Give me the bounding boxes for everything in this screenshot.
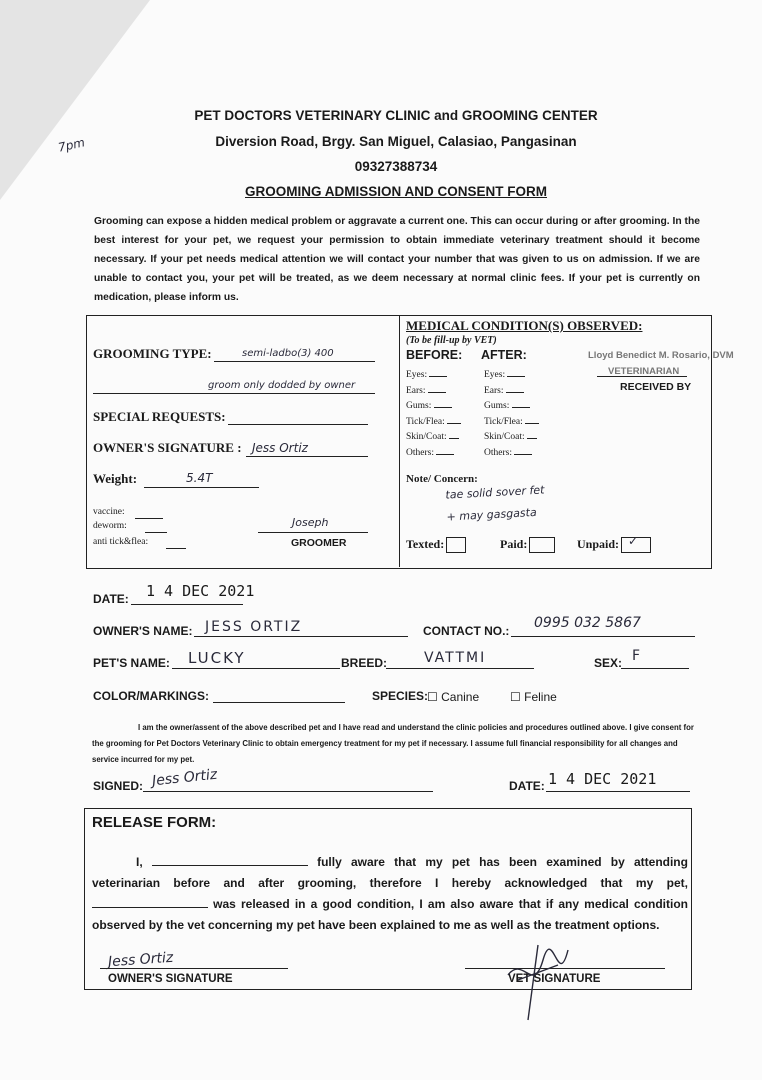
vaccine-line [135, 518, 163, 519]
contact-line [511, 636, 695, 637]
pet-name-value[interactable]: LUCKY [188, 649, 246, 667]
box-divider [399, 316, 400, 567]
special-requests-line [228, 424, 368, 425]
after-list [484, 368, 539, 461]
release-vet-signature-label: VET SIGNATURE [508, 973, 601, 985]
after-tickflea: Tick/Flea: [484, 415, 539, 431]
owner-name-value[interactable]: JESS ORTIZ [205, 619, 303, 635]
owner-signature-line [246, 456, 368, 457]
species-canine-checkbox[interactable]: ☐ [427, 690, 438, 704]
weight-line [144, 487, 259, 488]
species-feline-option[interactable]: ☐ Feline [510, 690, 557, 704]
clinic-name: PET DOCTORS VETERINARY CLINIC and GROOMING CENTER [194, 108, 598, 123]
breed-label: BREED: [341, 656, 388, 670]
after-ears: Ears: [484, 384, 539, 400]
grooming-type-line [214, 361, 375, 362]
pet-name-label: PET'S NAME: [93, 656, 170, 670]
after-others: Others: [484, 446, 539, 462]
weight-value[interactable]: 5.4T [186, 471, 213, 485]
form-title: GROOMING ADMISSION AND CONSENT FORM [245, 184, 547, 199]
before-tickflea: Tick/Flea: [406, 415, 461, 431]
unpaid-check-mark: ✓ [628, 534, 639, 549]
paid-label: Paid: [500, 537, 555, 553]
signed-date-label: DATE: [509, 779, 545, 793]
pet-name-line [172, 668, 340, 669]
texted-checkbox[interactable] [446, 537, 466, 553]
after-eyes: Eyes: [484, 368, 539, 384]
owner-signature-label: OWNER'S SIGNATURE : [93, 440, 242, 455]
grooming-note-line [93, 393, 375, 394]
anti-tick-line [166, 548, 186, 549]
species-label: SPECIES: [372, 689, 429, 703]
received-by-label: RECEIVED BY [620, 381, 692, 393]
sex-line [621, 668, 689, 669]
before-others: Others: [406, 446, 461, 462]
owner-signature-value[interactable]: Jess Ortiz [252, 441, 308, 455]
groomer-label: GROOMER [291, 537, 347, 549]
note-concern-label: Note/ Concern: [406, 473, 478, 485]
release-name-blank[interactable] [152, 865, 308, 866]
deworm-line [145, 532, 167, 533]
before-gums: Gums: [406, 399, 461, 415]
after-gums: Gums: [484, 399, 539, 415]
vet-signature-scribble [498, 935, 588, 1025]
grooming-type-label: GROOMING TYPE: [93, 346, 212, 361]
breed-value[interactable]: VATTMI [424, 650, 487, 666]
before-eyes: Eyes: [406, 368, 461, 384]
top-margin-note: 7pm [56, 135, 87, 155]
anti-tick-label: anti tick&flea: [93, 537, 149, 547]
deworm-label: deworm: [93, 521, 127, 531]
paid-checkbox[interactable] [529, 537, 555, 553]
weight-label: Weight: [93, 471, 138, 486]
vet-stamp-title: VETERINARIAN [608, 366, 680, 377]
date-label: DATE: [93, 592, 129, 606]
note-concern-value[interactable]: tae solid sover fet + may gasgasta [445, 483, 545, 524]
species-canine-option[interactable]: ☐ Canine [427, 690, 480, 704]
contact-value[interactable]: 0995 032 5867 [534, 615, 641, 631]
before-label: BEFORE: [406, 348, 463, 362]
grooming-note-value[interactable]: groom only dodded by owner [208, 380, 356, 391]
before-skincoat: Skin/Coat: [406, 430, 461, 446]
grooming-type-value[interactable]: semi-ladbo(3) 400 [242, 348, 334, 359]
signed-line [143, 791, 433, 792]
medical-title: MEDICAL CONDITION(S) OBSERVED: [406, 318, 643, 333]
breed-line [386, 668, 534, 669]
groomer-line [258, 532, 368, 533]
clinic-phone: 09327388734 [354, 159, 438, 174]
medical-subtitle: (To be fill-up by VET) [406, 335, 497, 346]
release-title: RELEASE FORM: [92, 814, 217, 831]
vaccine-label: vaccine: [93, 507, 125, 517]
before-list [406, 368, 461, 461]
release-owner-signature-line [100, 968, 288, 969]
release-paragraph: I, fully aware that my pet has been examined by attending veterinarian before and after grooming, therefore I hereby acknowledged that my pet, was released in a good condition, I am also aware that if any medical condition observed by the vet concerning my pet have been explained to me as well as the treatment options. [92, 855, 688, 932]
release-owner-signature-label: OWNER'S SIGNATURE [108, 973, 233, 985]
groomer-signature-value[interactable]: Joseph [292, 516, 329, 529]
color-markings-line [213, 702, 345, 703]
after-label: AFTER: [481, 348, 527, 362]
before-ears: Ears: [406, 384, 461, 400]
owner-name-label: OWNER'S NAME: [93, 624, 193, 638]
special-requests-label: SPECIAL REQUESTS: [93, 409, 226, 424]
contact-label: CONTACT NO.: [423, 624, 510, 638]
color-markings-label: COLOR/MARKINGS: [93, 689, 209, 703]
unpaid-checkbox[interactable] [621, 534, 651, 553]
date-value[interactable]: 1 4 DEC 2021 [146, 582, 255, 600]
signed-label: SIGNED: [93, 779, 144, 793]
release-owner-signature-value[interactable]: Jess Ortiz [107, 949, 174, 971]
signed-date-line [546, 791, 690, 792]
signed-value[interactable]: Jess Ortiz [151, 766, 218, 790]
clinic-address: Diversion Road, Brgy. San Miguel, Calasiao, Pangasinan [215, 134, 577, 149]
after-skincoat: Skin/Coat: [484, 430, 539, 446]
unpaid-label: Unpaid: ✓ [577, 537, 651, 553]
owner-name-line [194, 636, 408, 637]
received-line [597, 376, 687, 377]
texted-label: Texted: [406, 537, 466, 553]
vet-stamp-name: Lloyd Benedict M. Rosario, DVM [588, 350, 734, 361]
signed-date-value[interactable]: 1 4 DEC 2021 [548, 770, 657, 788]
sex-label: SEX: [594, 656, 623, 670]
intro-paragraph: Grooming can expose a hidden medical problem or aggravate a current one. This can occur during or after grooming. In the best interest for your pet, we request your permission to obtain immediate veterinary treatment should it become necessary. If your pet needs medical attention we will contact your number that was given to us on admission. If we are unable to contact you, your pet will be treated, as we deem necessary at normal clinic fees. If your pet is currently on medication, please inform us. [94, 216, 700, 303]
species-feline-checkbox[interactable]: ☐ [510, 690, 521, 704]
date-line [131, 604, 243, 605]
consent-paragraph: I am the owner/assent of the above described pet and I have read and understand the clinic policies and procedures outlined above. I give consent for the grooming for Pet Doctors Veterinary Clinic to obtain emergency treatment for my pet if necessary. I assume full financial responsibility for all changes and service incurred for my pet. [92, 723, 694, 764]
sex-value[interactable]: F [632, 648, 641, 664]
release-pet-blank[interactable] [92, 907, 208, 908]
